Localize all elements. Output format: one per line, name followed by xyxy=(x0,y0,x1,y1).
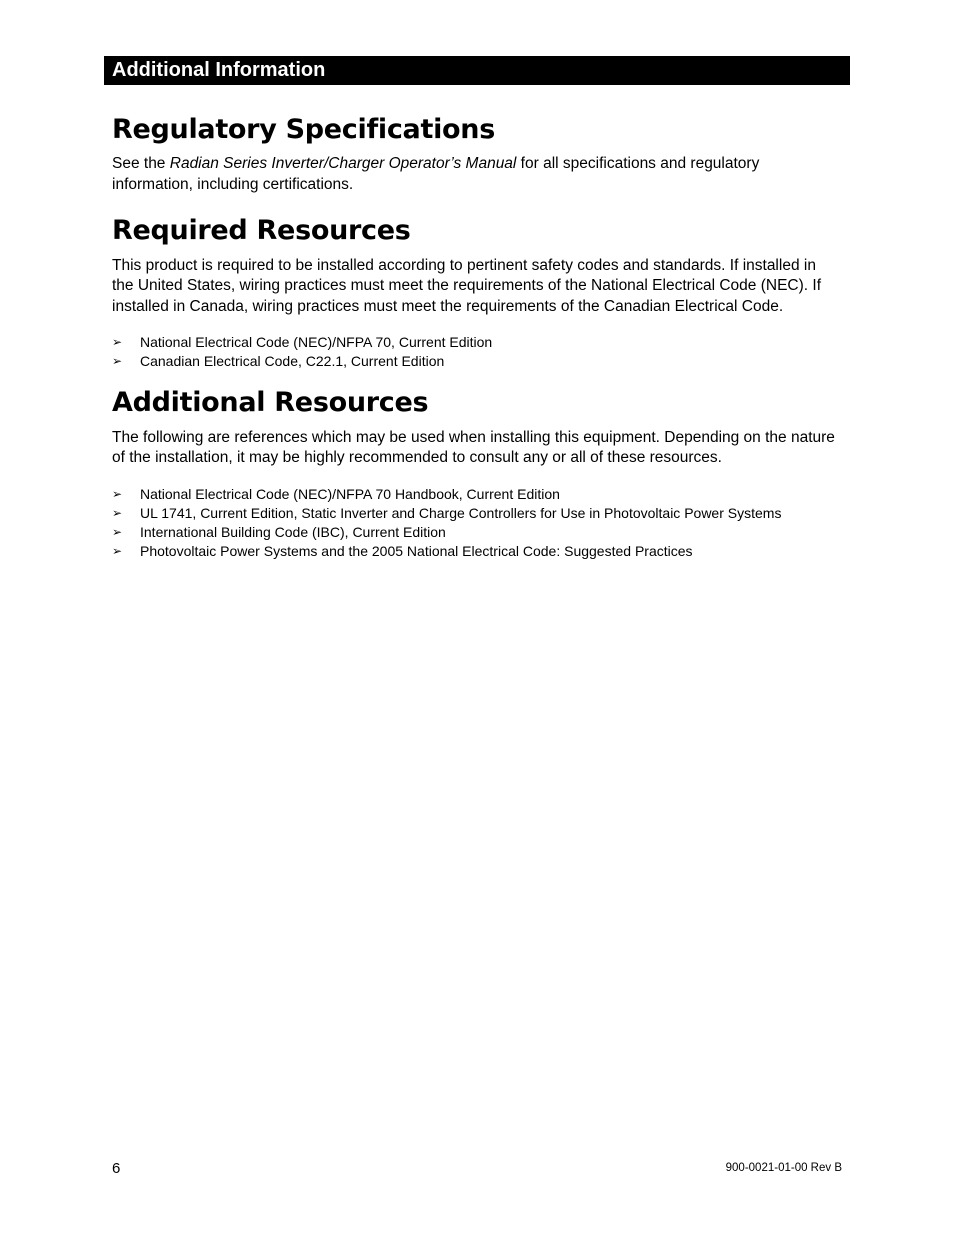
additional-paragraph: The following are references which may be used when installing this equipment. Depending on the nature of the installation, it may be highly recommended to consult any or all of these resources. xyxy=(112,428,835,467)
manual-title: Radian Series Inverter/Charger Operator’s Manual xyxy=(169,155,517,173)
list-item: ➢ International Building Code (IBC), Current Edition xyxy=(112,523,446,540)
arrow-bullet-icon: ➢ xyxy=(112,354,123,369)
list-item: ➢ National Electrical Code (NEC)/NFPA 70, Current Edition xyxy=(112,334,493,351)
arrow-bullet-icon: ➢ xyxy=(112,543,123,558)
list-item: ➢ UL 1741, Current Edition, Static Inverter and Charge Controllers for Use in Photovoltaic Power Systems xyxy=(112,504,782,521)
page-number: 6 xyxy=(112,1160,121,1177)
document-number: 900-0021-01-00 Rev B xyxy=(725,1162,842,1174)
required-title: Required Resources xyxy=(112,215,411,247)
section-header-bar xyxy=(104,56,850,85)
required-paragraph: This product is required to be installed according to pertinent safety codes and standards. If installed in the United States, wiring practices must meet the requirements of the National Electrical Code (NEC). If installed in Canada, wiring practices must meet the requirements of the Canadian Electrical Code. xyxy=(112,256,821,315)
required-list xyxy=(112,333,837,371)
section-header-title: Additional Information xyxy=(112,59,326,81)
arrow-bullet-icon: ➢ xyxy=(112,335,123,350)
additional-title: Additional Resources xyxy=(112,387,429,419)
arrow-bullet-icon: ➢ xyxy=(112,505,123,520)
regulatory-title: Regulatory Specifications xyxy=(112,114,495,145)
arrow-bullet-icon: ➢ xyxy=(112,524,123,539)
list-item: ➢ Photovoltaic Power Systems and the 2005 National Electrical Code: Suggested Practices xyxy=(112,542,693,559)
additional-list xyxy=(112,485,837,561)
regulatory-text-after: for all specifications and regulatory information, including certifications. xyxy=(112,155,760,193)
list-item: ➢ National Electrical Code (NEC)/NFPA 70 Handbook, Current Edition xyxy=(112,485,560,502)
arrow-bullet-icon: ➢ xyxy=(112,486,123,501)
list-item: ➢ Canadian Electrical Code, C22.1, Current Edition xyxy=(112,353,445,370)
regulatory-paragraph xyxy=(112,154,837,195)
page-content xyxy=(112,114,837,561)
regulatory-text-before: See the xyxy=(112,155,170,173)
